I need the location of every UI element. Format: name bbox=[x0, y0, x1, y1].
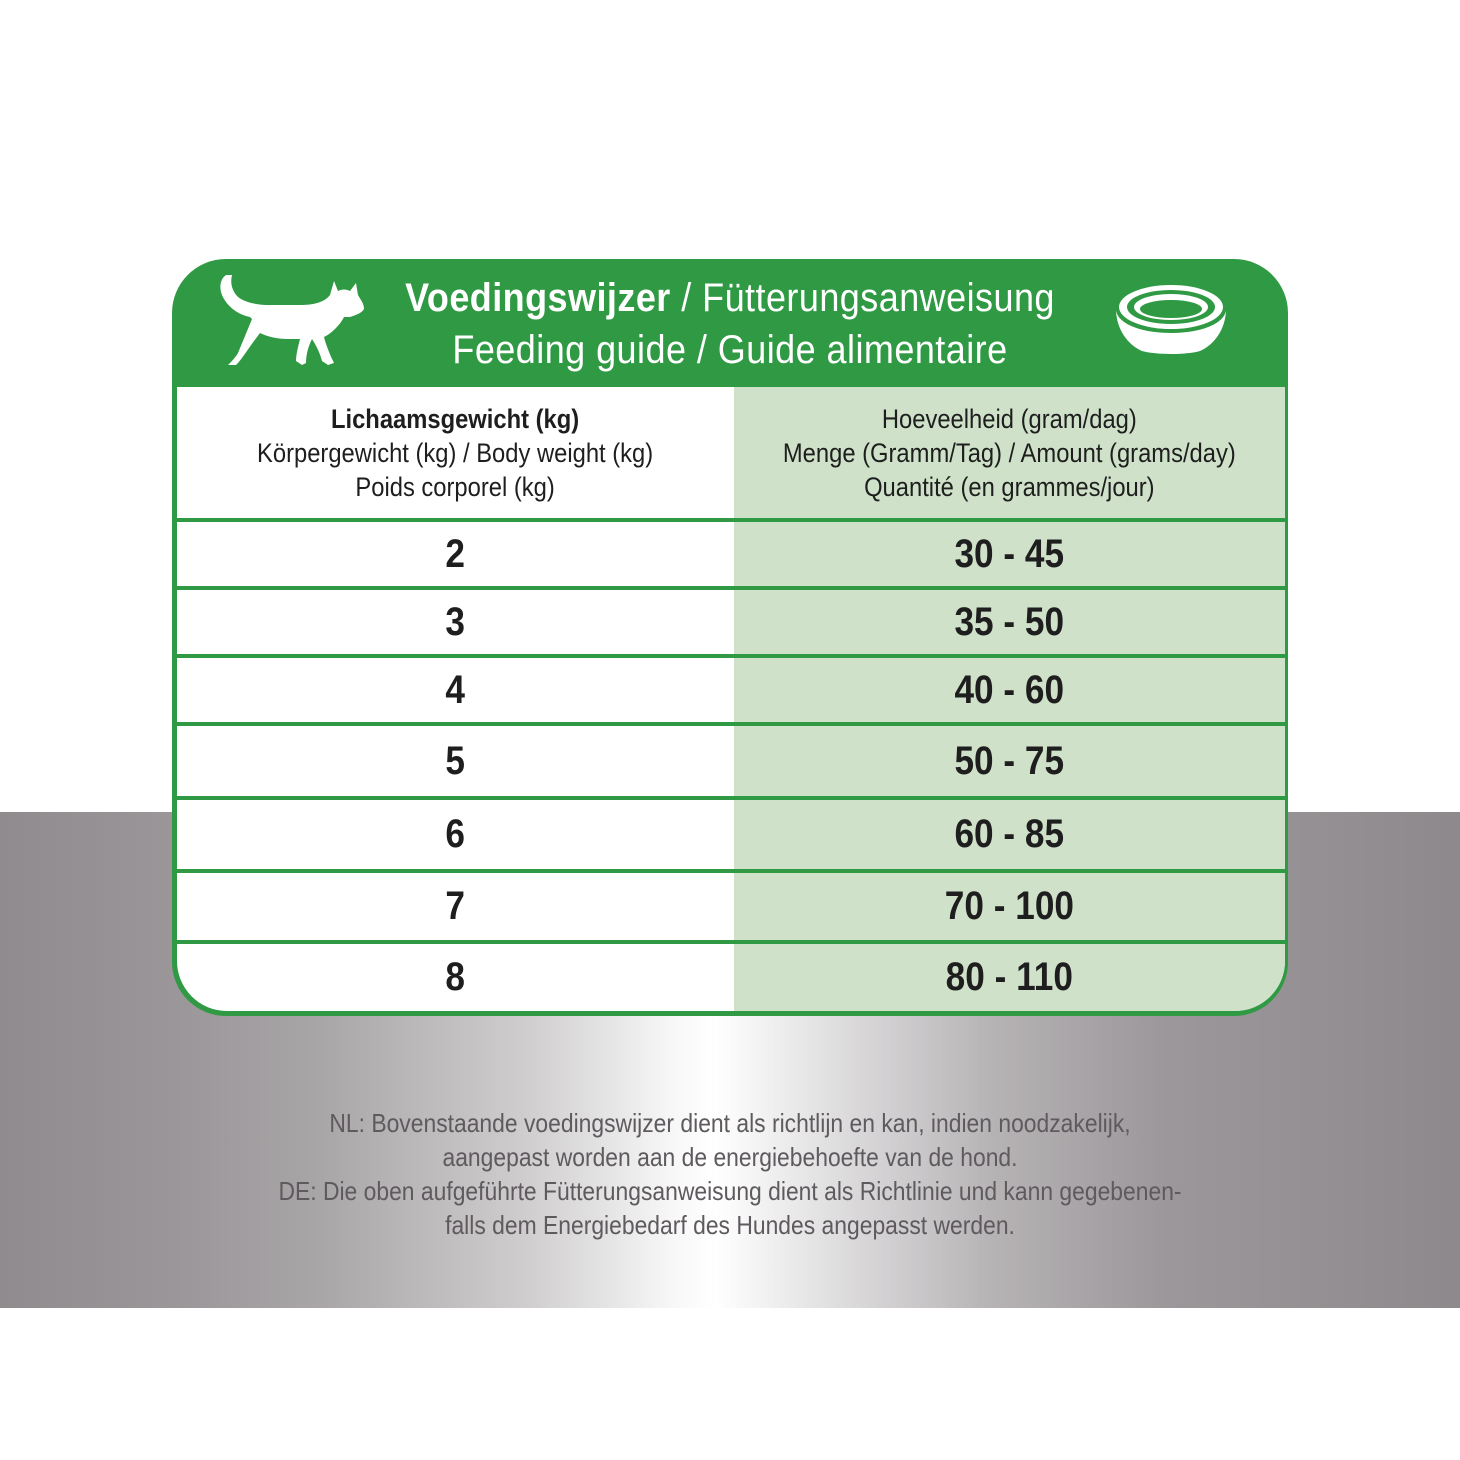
weight-column-header bbox=[177, 387, 734, 519]
weight-value: 5 bbox=[445, 738, 466, 783]
amount-value: 70 - 100 bbox=[944, 884, 1075, 928]
amount-value: 30 - 45 bbox=[954, 531, 1065, 576]
feeding-table bbox=[177, 387, 1285, 1011]
table-row bbox=[177, 658, 1285, 722]
table-row bbox=[177, 590, 1285, 654]
weight-value: 7 bbox=[445, 884, 466, 928]
title-english: Feeding guide bbox=[452, 328, 687, 372]
feeding-guide-panel bbox=[172, 259, 1288, 1016]
weight-value: 6 bbox=[445, 812, 466, 856]
title-german: Fütterungsanweisung bbox=[702, 276, 1055, 320]
weight-value: 8 bbox=[445, 955, 466, 999]
weight-value: 2 bbox=[445, 531, 466, 576]
food-bowl-icon bbox=[1112, 279, 1230, 355]
table-row bbox=[177, 944, 1285, 1011]
weight-header-line-2: Körpergewicht (kg) / Body weight (kg) bbox=[257, 438, 654, 468]
amount-header-line-1: Hoeveelheid (gram/dag) bbox=[882, 404, 1137, 434]
title-separator-1: / bbox=[670, 276, 703, 320]
amount-value: 50 - 75 bbox=[954, 738, 1065, 783]
amount-header-line-3: Quantité (en grammes/jour) bbox=[864, 472, 1155, 502]
panel-header bbox=[172, 259, 1288, 386]
amount-value: 35 - 50 bbox=[954, 599, 1065, 644]
amount-value: 40 - 60 bbox=[954, 667, 1065, 712]
amount-column-header bbox=[734, 387, 1285, 519]
note-nl-line-2: aangepast worden aan de energiebehoefte van de hond. bbox=[442, 1142, 1018, 1172]
weight-header-line-1: Lichaamsgewicht (kg) bbox=[331, 404, 580, 434]
weight-value: 4 bbox=[445, 667, 466, 712]
note-nl-line-1: NL: Bovenstaande voedingswijzer dient als richtlijn en kan, indien noodzakelijk, bbox=[329, 1108, 1131, 1138]
note-de-line-2: falls dem Energiebedarf des Hundes angepasst werden. bbox=[445, 1210, 1015, 1240]
table-row bbox=[177, 726, 1285, 796]
note-de-line-1: DE: Die oben aufgeführte Fütterungsanweisung dient als Richtlinie und kann gegebenen- bbox=[278, 1176, 1182, 1206]
weight-header-line-3: Poids corporel (kg) bbox=[355, 472, 556, 502]
table-row bbox=[177, 873, 1285, 940]
table-row bbox=[177, 800, 1285, 869]
amount-header-line-2: Menge (Gramm/Tag) / Amount (grams/day) bbox=[783, 438, 1236, 468]
weight-value: 3 bbox=[445, 599, 466, 644]
title-separator-2: / bbox=[686, 328, 718, 372]
title-line-2 bbox=[228, 325, 1232, 375]
title-dutch: Voedingswijzer bbox=[405, 276, 671, 320]
table-row bbox=[177, 522, 1285, 586]
amount-value: 80 - 110 bbox=[945, 955, 1074, 999]
title-french: Guide alimentaire bbox=[717, 328, 1008, 372]
amount-value: 60 - 85 bbox=[954, 812, 1065, 856]
disclaimer-note bbox=[0, 1106, 1460, 1242]
table-header-row bbox=[177, 387, 1285, 519]
title-line-1 bbox=[228, 273, 1232, 323]
